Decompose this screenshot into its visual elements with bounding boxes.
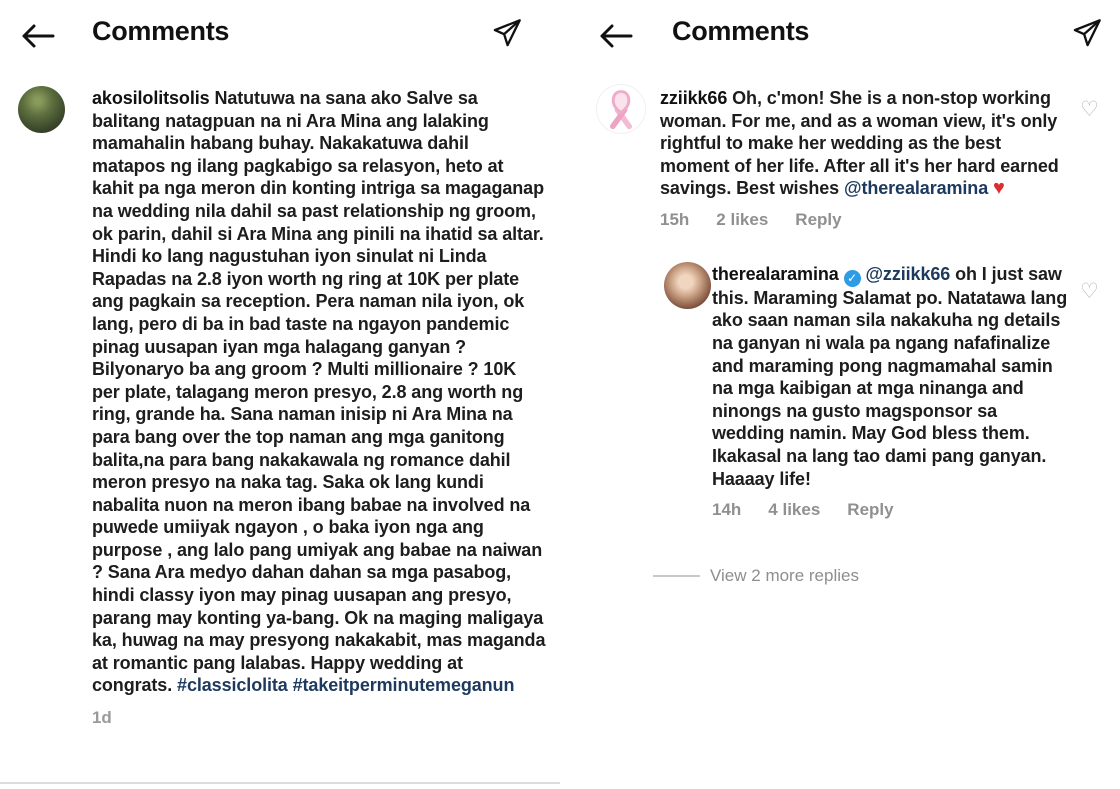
timestamp: 14h xyxy=(712,500,742,520)
comment-meta xyxy=(660,209,1066,232)
share-icon[interactable] xyxy=(492,18,522,48)
timestamp: 15h xyxy=(660,209,690,229)
view-more-label: View 2 more replies xyxy=(710,566,859,585)
back-icon[interactable] xyxy=(598,22,634,50)
share-icon[interactable] xyxy=(1072,18,1102,48)
likes-count[interactable]: 2 likes xyxy=(716,209,769,229)
timestamp: 1d xyxy=(92,708,112,728)
avatar[interactable] xyxy=(596,84,646,134)
comments-screen-right xyxy=(560,0,1120,789)
mention-link[interactable]: @therealaramina xyxy=(844,178,989,199)
divider xyxy=(0,782,560,784)
back-icon[interactable] xyxy=(20,22,56,50)
comment-text: Oh, c'mon! She is a non-stop working woman. For me, and as a woman view, it's only rightful to make her wedding as the best moment of her life. After all it's her hard earned savings. Best wishes xyxy=(660,88,1059,199)
mention-link[interactable]: @zziikk66 xyxy=(865,264,951,284)
page-title: Comments xyxy=(92,16,230,46)
username-link[interactable]: zziikk66 xyxy=(660,88,728,108)
comment-text: Natutuwa na sana ako Salve sa balitang natagpuan na ni Ara Mina ang lalaking mamahalin habang buhay. Nakakatuwa dahil matapos ng ilang pagkabigo sa relasyon, heto at kahit pa nga meron din konting intriga sa magaganap na wedding nila dahil sa past relationship ng groom, ok parin, dahil si Ara Mina ang pinili na ihatid sa altar. Hindi ko lang nagustuhan iyon sinulat ni Linda Rapadas na 2.8 iyon worth ng ring at 10K per plate ang pagkain sa reception. Pera naman nila iyon, ok lang, pero di ba in bad taste na ngayon pandemic pinag uusapan iyan mga halagang ganyan ? Bilyonaryo ba ang groom ? Multi millionaire ? 10K per plate, talagang meron presyo, 2.8 ang worth ng ring, grande ha. Sana naman inisip ni Ara Mina na para bang over the top naman ang mga ganitong balita,na para bang nakakawala ng romance dahil meron presyo na naka tag. Saka ok lang kundi nabalita nuon na meron ibang babae na involved na puwede umiiyak ngayon , o baka iyon nga ang purpose , ang lalo pang umiyak ang babae na naiwan ? Sana Ara medyo dahan dahan sa mga pasabog, hindi classy iyon may pinag uusapan ang presyo, parang may konting ya-bang. Ok na maging maligaya ka, huwag na may presyong nakakabit, mas maganda at romantic pang lalabas. Happy wedding at congrats. xyxy=(92,88,546,696)
comment-meta xyxy=(712,499,1070,522)
like-icon[interactable]: ♡ xyxy=(1080,98,1099,121)
comment xyxy=(92,87,546,730)
comment-reply xyxy=(712,263,1070,522)
comment-text: oh I just saw this. Maraming Salamat po. Natatawa lang ako saan naman sila nakakuha ng details na ganyan ni wala pa ngang nafafinalize and maraming pong nagmamahal samin na mga kaibigan at mga ninanga and ninongs na gusto magsponsor sa wedding namin. May God bless them. Ikakasal na lang tao dami pang ganyan. Haaaay life! xyxy=(712,264,1068,489)
comment-text-block xyxy=(712,263,1070,490)
username-link[interactable]: therealaramina xyxy=(712,264,839,284)
comment-text-block xyxy=(92,87,546,697)
hashtag-links[interactable]: #classiclolita #takeitperminutemeganun xyxy=(177,675,515,696)
likes-count[interactable]: 4 likes xyxy=(768,500,821,520)
replies-divider-line xyxy=(653,575,700,577)
reply-button[interactable]: Reply xyxy=(847,500,894,520)
page-title: Comments xyxy=(672,16,810,46)
avatar[interactable] xyxy=(664,262,711,309)
comment-text-block xyxy=(660,87,1066,200)
reply-button[interactable]: Reply xyxy=(795,209,842,229)
pink-ribbon-icon xyxy=(599,87,643,131)
heart-emoji: ♥ xyxy=(993,177,1005,200)
username-link[interactable]: akosilolitsolis xyxy=(92,88,210,108)
verified-badge-icon: ✓ xyxy=(844,270,861,287)
avatar[interactable] xyxy=(18,86,65,133)
comment xyxy=(660,87,1066,232)
like-icon[interactable]: ♡ xyxy=(1080,280,1099,303)
view-more-replies[interactable] xyxy=(653,566,859,586)
